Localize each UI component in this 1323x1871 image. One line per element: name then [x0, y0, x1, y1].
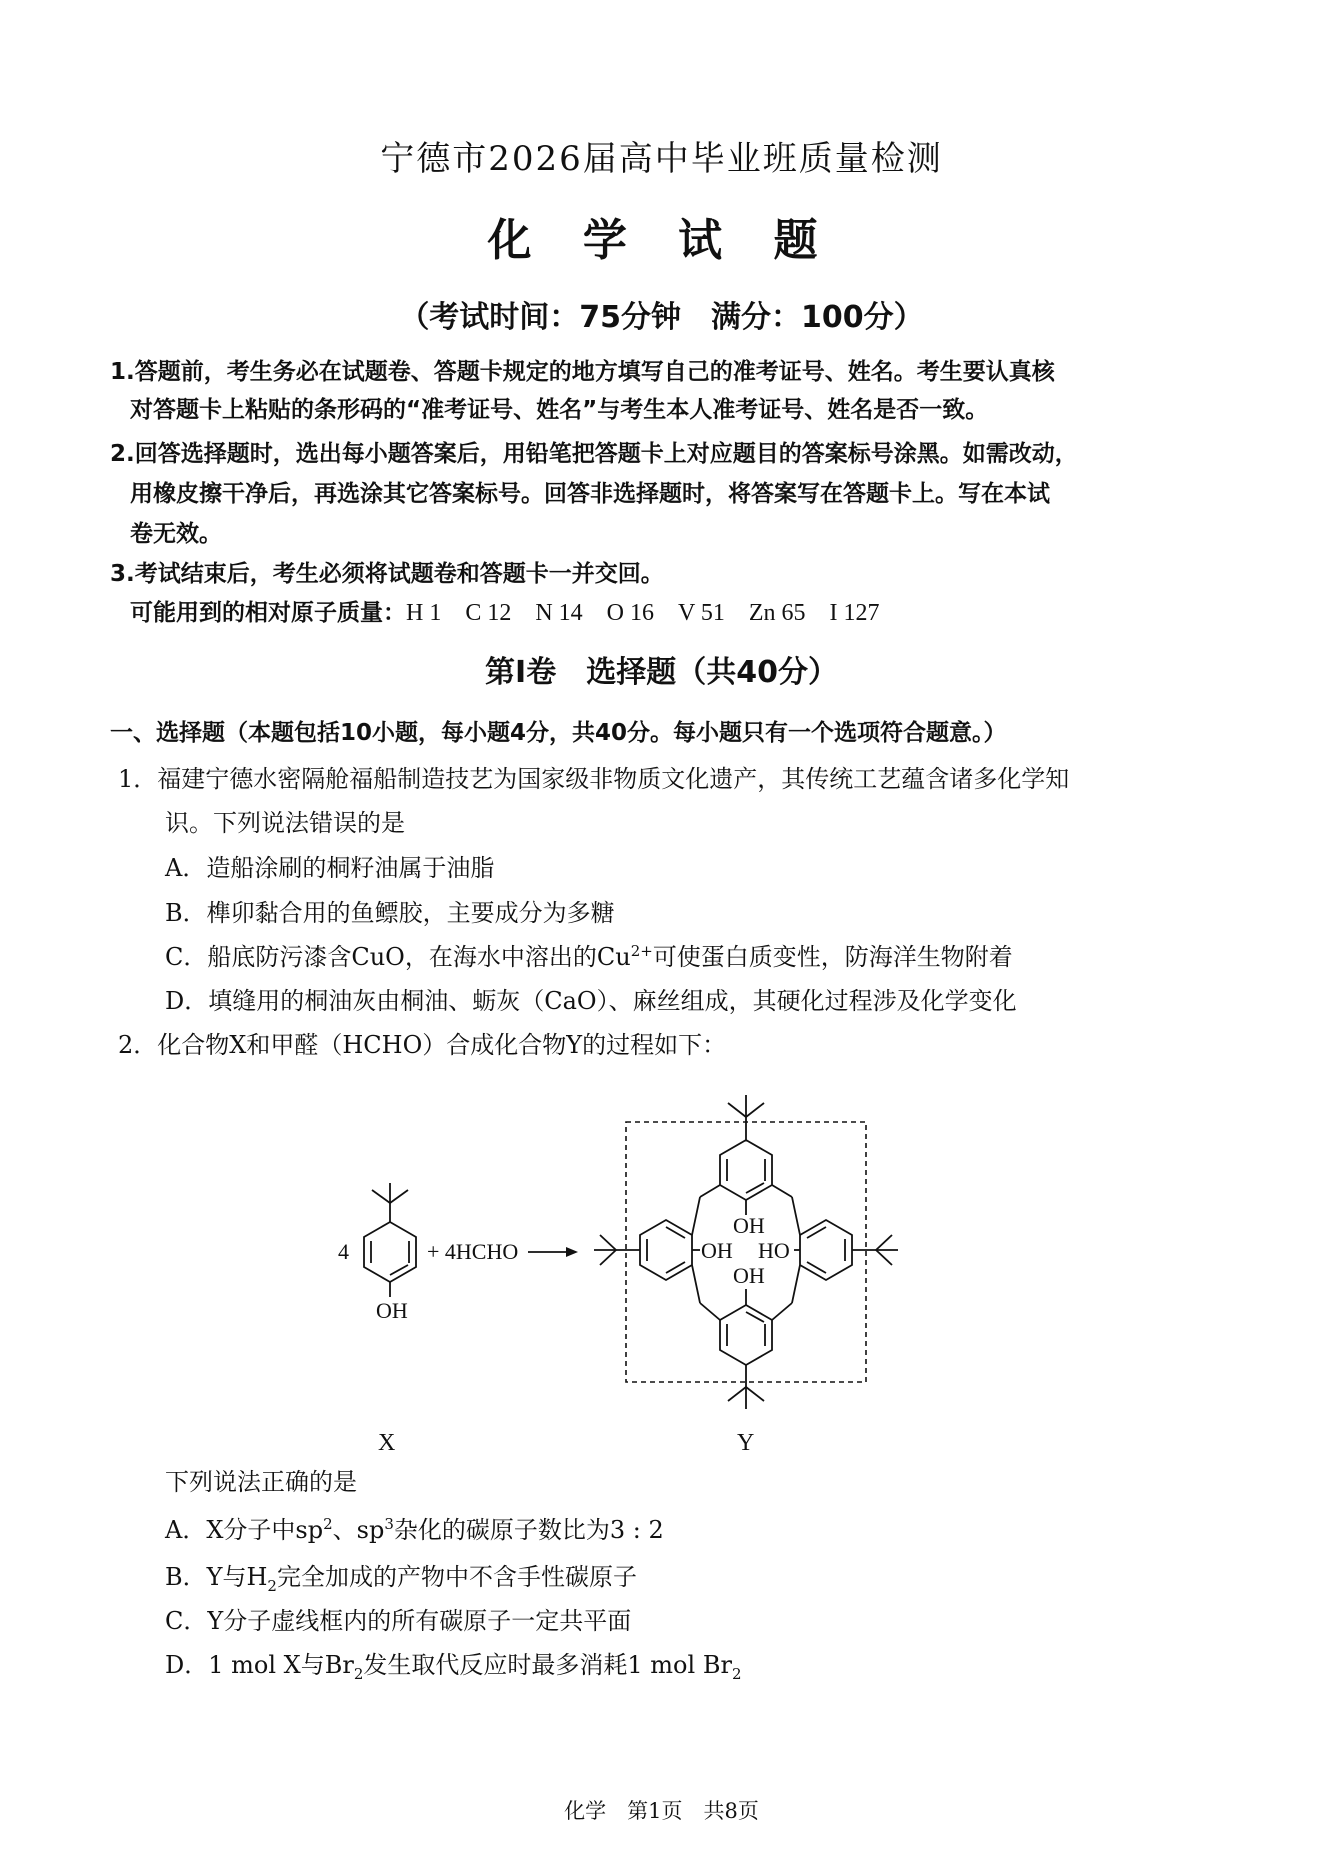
note-line-5: 卷无效。	[130, 521, 222, 547]
q2-option-a: A．X分子中$sp^2$、$sp^3$杂化的碳原子数比为3 : 2	[165, 1515, 664, 1544]
page-footer: 化学 第1页 共8页	[564, 1799, 759, 1823]
atomic-masses-label: 可能用到的相对原子质量：	[130, 600, 406, 626]
note-line-6: 3.考试结束后，考生必须将试题卷和答题卡一并交回。	[110, 561, 664, 587]
q1-option-a: A．造船涂刷的桐籽油属于油脂	[165, 854, 495, 882]
y-ho-right: HO	[758, 1238, 790, 1263]
q1-option-b: B．榫卯黏合用的鱼鳔胶，主要成分为多糖	[165, 899, 615, 927]
exam-title: 宁德市2026届高中毕业班质量检测	[380, 139, 943, 179]
reaction-arrow	[528, 1247, 578, 1257]
subject-title: 化 学 试 题	[487, 215, 836, 266]
q2-option-d: D．1 mol X与$Br_2$发生取代反应时最多消耗1 mol $Br_2$	[165, 1651, 742, 1683]
exam-info: （考试时间：75分钟 满分：100分）	[399, 300, 924, 335]
q1-option-d: D．填缝用的桐油灰由桐油、蛎灰（CaO）、麻丝组成，其硬化过程涉及化学变化	[165, 987, 1017, 1015]
q2-prompt: 下列说法正确的是	[165, 1468, 357, 1496]
coefficient: 4	[338, 1239, 349, 1264]
label-x: X	[378, 1430, 396, 1456]
q1-stem-1: 1．福建宁德水密隔舱福船制造技艺为国家级非物质文化遗产，其传统工艺蕴含诸多化学知	[118, 765, 1070, 793]
q1-option-c: C．船底防污漆含CuO，在海水中溶出的$Cu^{2+}$可使蛋白质变性，防海洋生物附着	[165, 942, 1013, 971]
note-line-2: 对答题卡上粘贴的条形码的“准考证号、姓名”与考生本人准考证号、姓名是否一致。	[130, 397, 989, 423]
note-line-4: 用橡皮擦干净后，再选涂其它答案标号。回答非选择题时，将答案写在答题卡上。写在本试	[130, 481, 1050, 507]
reagent-hcho: + 4HCHO	[427, 1239, 519, 1264]
compound-x-structure	[364, 1183, 416, 1297]
y-oh-top: OH	[733, 1213, 765, 1238]
part-heading: 一、选择题（本题包括10小题，每小题4分，共40分。每小题只有一个选项符合题意。）	[110, 720, 1007, 746]
compound-y-structure	[594, 1095, 898, 1409]
x-oh-label: OH	[376, 1298, 408, 1323]
atomic-masses	[130, 596, 880, 630]
y-oh-left: OH	[701, 1238, 733, 1263]
q2-option-c: C．Y分子虚线框内的所有碳原子一定共平面	[165, 1607, 632, 1635]
note-line-1: 1.答题前，考生务必在试题卷、答题卡规定的地方填写自己的准考证号、姓名。考生要认真核	[110, 359, 1055, 385]
q2-stem: 2．化合物X和甲醛（HCHO）合成化合物Y的过程如下：	[118, 1031, 727, 1059]
y-oh-bottom: OH	[733, 1263, 765, 1288]
note-line-3: 2.回答选择题时，选出每小题答案后，用铅笔把答题卡上对应题目的答案标号涂黑。如需改动，	[110, 441, 1078, 467]
atomic-masses-values: H 1 C 12 N 14 O 16 V 51 Zn 65 I 127	[406, 600, 880, 626]
q2-option-b: B．Y与$H_2$完全加成的产物中不含手性碳原子	[165, 1563, 637, 1595]
section-title: 第Ⅰ卷 选择题（共40分）	[485, 655, 838, 690]
q1-stem-2: 识。下列说法错误的是	[165, 809, 405, 837]
label-y: Y	[737, 1430, 755, 1456]
reaction-scheme	[0, 1075, 1323, 1475]
